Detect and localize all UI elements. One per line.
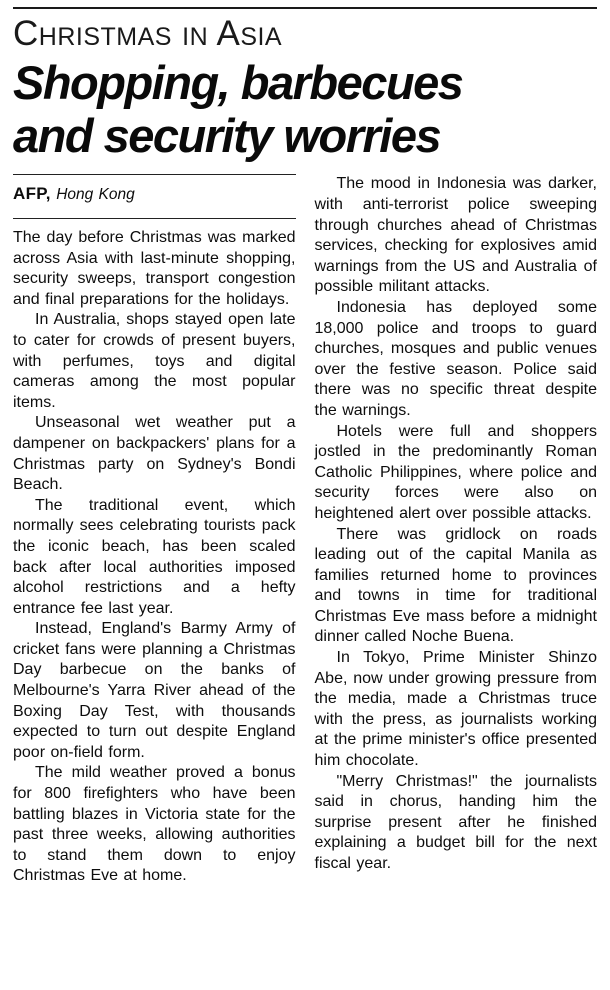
article-paragraph: In Tokyo, Prime Minister Shinzo Abe, now under growing pressure from the media, made a Christmas truce with the press, as journalists working at the prime minister's office presented him chocolate. [314,649,597,770]
top-divider [13,7,597,9]
byline-location: Hong Kong [56,186,135,204]
column-right [315,174,598,887]
article-paragraph: The traditional event, which normally sees celebrating tourists pack the iconic beach, has been scaled back after local authorities imposed alcohol restrictions and a hefty entrance fee last year. [13,496,296,617]
article-paragraph: The day before Christmas was marked across Asia with last-minute shopping, security sweeps, transport congestion and final preparations for the holidays. [13,229,296,308]
article-paragraph: "Merry Christmas!" the journalists said in chorus, handing him the surprise present after he finished explaining a budget bill for the next fiscal year. [314,772,597,872]
article-paragraph: Hotels were full and shoppers jostled in the predominantly Roman Catholic Philippines, where police and security forces were also on heightened alert over possible attacks. [314,422,597,522]
article-kicker: Christmas in Asia [13,14,283,53]
article-paragraph: The mood in Indonesia was darker, with anti-terrorist police sweeping through churches ahead of Christmas services, checking for explosives amid warnings from the US and Australia of possible militant attacks. [314,175,597,296]
article-paragraph: Instead, England's Barmy Army of cricket fans were planning a Christmas Day barbecue on the banks of Melbourne's Yarra River ahead of the Boxing Day Test, with thousands expected to turn out despite England poor on-field form. [13,620,296,761]
article-paragraph: Unseasonal wet weather put a dampener on backpackers' plans for a Christmas party on Sydney's Bondi Beach. [13,414,296,494]
column-left [13,174,296,887]
article-paragraph: The mild weather proved a bonus for 800 firefighters who have been battling blazes in Victoria state for the past three weeks, allowing authorities to stand them down to enjoy Christmas Eve at home. [13,764,296,885]
article-paragraph: Indonesia has deployed some 18,000 police and troops to guard churches, mosques and public venues over the festive season. Police said there was no specific threat despite the warnings. [314,298,597,419]
article-paragraph: There was gridlock on roads leading out of the capital Manila as families returned home to provinces and towns in time for traditional Christmas Eve mass before a midnight dinner called Noche Buena. [314,525,597,646]
headline-line-2: and security worries [13,109,441,163]
headline-line-1: Shopping, barbecues [13,56,463,110]
byline-agency: AFP, [13,184,51,204]
article-paragraph: In Australia, shops stayed open late to cater for crowds of present buyers, with perfumes, toys and digital cameras among the most popular items. [13,311,296,411]
byline [13,174,296,219]
article-columns [13,174,597,887]
article-headline [13,56,597,162]
